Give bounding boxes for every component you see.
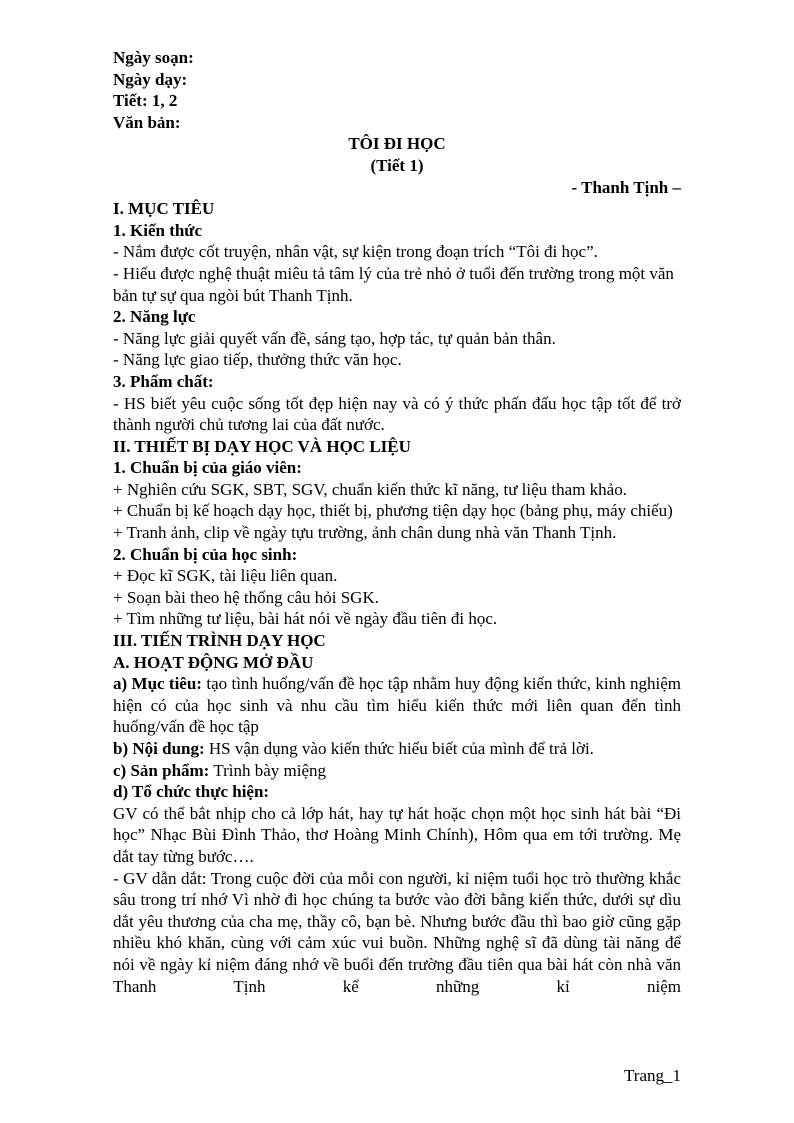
giao-vien-item: + Tranh ảnh, clip về ngày tựu trường, ảnh chân dung nhà văn Thanh Tịnh. bbox=[113, 523, 617, 543]
header-tiet: Tiết: 1, 2 bbox=[113, 91, 178, 111]
san-pham-text: Trình bày miệng bbox=[209, 760, 327, 780]
noi-dung-text: HS vận dụng vào kiến thức hiểu biết của mình để trả lời. bbox=[204, 739, 594, 758]
header-ngay-soan: Ngày soạn: bbox=[113, 48, 194, 67]
section-1-heading: I. MỤC TIÊU bbox=[113, 199, 215, 219]
noi-dung-paragraph bbox=[113, 738, 681, 760]
san-pham-paragraph bbox=[113, 760, 681, 782]
document-title: TÔI ĐI HỌC bbox=[348, 134, 446, 154]
noi-dung-label: b) Nội dung: bbox=[113, 739, 205, 758]
document-subtitle: (Tiết 1) bbox=[370, 155, 424, 175]
muc-tieu-text: tạo tình huống/vấn đề học tập nhằm huy động kiến thức, kinh nghiệm hiện có của học sinh và nhu cầu tìm hiểu kiến thức mới liên quan đến tình huống/vấn đề học tập bbox=[113, 674, 681, 737]
section-3-heading: III. TIẾN TRÌNH DẠY HỌC bbox=[113, 631, 326, 651]
hoc-sinh-item: + Soạn bài theo hệ thống câu hỏi SGK. bbox=[113, 587, 379, 607]
kien-thuc-item: - Hiểu được nghệ thuật miêu tả tâm lý của trẻ nhỏ ở tuổi đến trường trong một văn bản tự sự qua ngòi bút Thanh Tịnh. bbox=[113, 263, 674, 305]
activity-a-heading: A. HOẠT ĐỘNG MỞ ĐẦU bbox=[113, 652, 314, 672]
document-author: - Thanh Tịnh – bbox=[571, 177, 681, 197]
giao-vien-heading: 1. Chuẩn bị của giáo viên: bbox=[113, 458, 302, 478]
hoc-sinh-item: + Đọc kĩ SGK, tài liệu liên quan. bbox=[113, 566, 338, 586]
hoc-sinh-item: + Tìm những tư liệu, bài hát nói về ngày đầu tiên đi học. bbox=[113, 609, 498, 629]
to-chuc-heading: d) Tổ chức thực hiện: bbox=[113, 782, 270, 802]
to-chuc-paragraph: - GV dẫn dắt: Trong cuộc đời của mỗi con người, kỉ niệm tuổi học trò thường khắc sâu trong trí nhớ Vì nhờ đi học chúng ta bước vào đời bằng kiến thức, dưới sự dìu dắt yêu thương của cha mẹ, thầy cô, bạn bè. Nhưng bước đầu thì bao giờ cũng gặp nhiều khó khăn, cùng với cảm xúc vui buồn. Những nghệ sĩ đã dùng tài năng để nói về ngày kỉ niệm đáng nhớ về buổi đến trường đầu tiên qua bài hát còn nhà văn Thanh Tịnh kể những kỉ niệm bbox=[113, 868, 681, 996]
header-van-ban: Văn bản: bbox=[113, 112, 181, 132]
hoc-sinh-heading: 2. Chuẩn bị của học sinh: bbox=[113, 544, 298, 564]
kien-thuc-item: - Nắm được cốt truyện, nhân vật, sự kiện trong đoạn trích “Tôi đi học”. bbox=[113, 242, 598, 262]
giao-vien-item: + Chuẩn bị kế hoạch dạy học, thiết bị, phương tiện dạy học (bảng phụ, máy chiếu) bbox=[113, 501, 673, 521]
pham-chat-heading: 3. Phẩm chất: bbox=[113, 371, 214, 391]
muc-tieu-label: a) Mục tiêu: bbox=[113, 674, 202, 694]
muc-tieu-paragraph bbox=[113, 673, 681, 738]
header-ngay-day: Ngày dạy: bbox=[113, 69, 188, 89]
giao-vien-item: + Nghiên cứu SGK, SBT, SGV, chuẩn kiến thức kĩ năng, tư liệu tham khảo. bbox=[113, 479, 627, 499]
kien-thuc-heading: 1. Kiến thức bbox=[113, 220, 203, 240]
nang-luc-heading: 2. Năng lực bbox=[113, 307, 196, 327]
to-chuc-paragraph: GV có thể bắt nhịp cho cả lớp hát, hay tự hát hoặc chọn một học sinh hát bài “Đi học” Nhạc Bùi Đình Thảo, thơ Hoàng Minh Chính), Hôm qua em tới trường. Mẹ dắt tay từng bước…. bbox=[113, 803, 681, 866]
san-pham-label: c) Sản phẩm: bbox=[113, 760, 210, 780]
nang-luc-item: - Năng lực giao tiếp, thưởng thức văn học. bbox=[113, 350, 402, 370]
document-body bbox=[113, 47, 681, 997]
page-number: Trang_1 bbox=[624, 1066, 681, 1085]
pham-chat-item: - HS biết yêu cuộc sống tốt đẹp hiện nay và có ý thức phấn đấu học tập tốt để trở thành người chủ tương lai của đất nước. bbox=[113, 393, 681, 435]
nang-luc-item: - Năng lực giải quyết vấn đề, sáng tạo, hợp tác, tự quản bản thân. bbox=[113, 328, 556, 348]
section-2-heading: II. THIẾT BỊ DẠY HỌC VÀ HỌC LIỆU bbox=[113, 436, 411, 456]
